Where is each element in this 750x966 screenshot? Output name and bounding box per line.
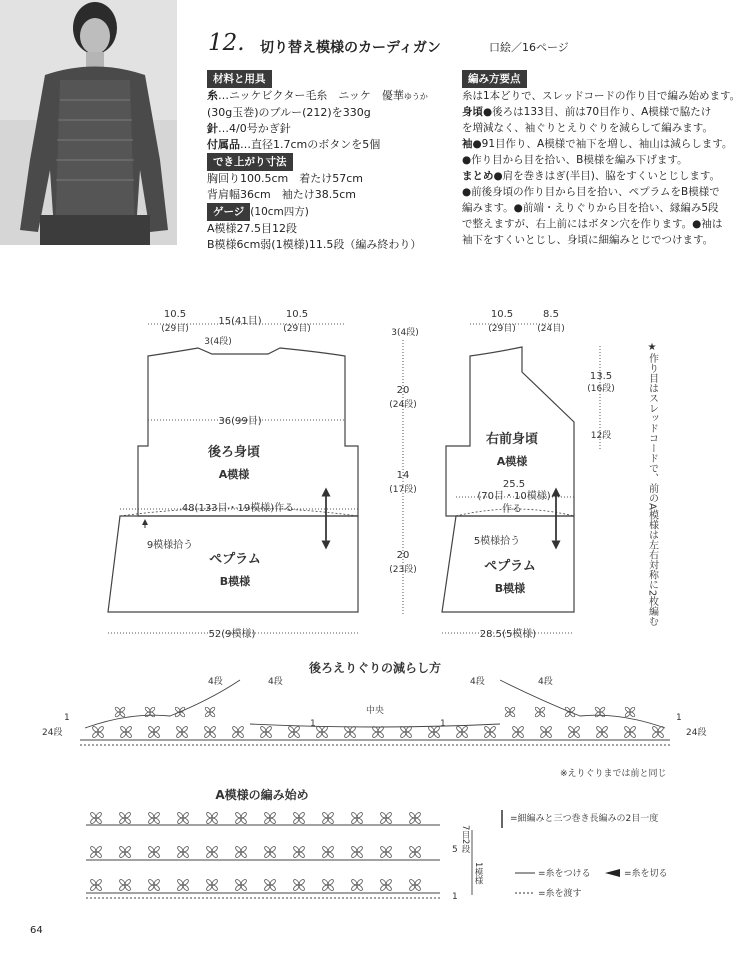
body-label: 身頃 — [462, 106, 483, 118]
neck-note: ※えりぐりまでは前と同じ — [560, 769, 667, 779]
pa-repeat-left: 7目2段 — [460, 825, 470, 853]
accessory-label: 付属品 — [207, 138, 240, 151]
body-line1: ●後ろは133目、前は70目作り、A模様で脇たけ — [483, 106, 712, 118]
neck-left-row4: 4段 — [208, 677, 223, 687]
points-intro: 糸は1本どりで、スレッドコードの作り目で編み始めます。 — [462, 90, 741, 102]
front-cast-on3: 作る — [502, 504, 522, 515]
finish-line2: ●前後身頃の作り目から目を拾い、ペプラムをB模様で — [462, 186, 720, 198]
front-peplum-pattern: B模様 — [494, 582, 526, 595]
neck-row24-left: 24段 — [42, 728, 63, 738]
back-peplum-pattern: B模様 — [219, 575, 251, 588]
pattern-title: 切り替え模様のカーディガン — [260, 40, 441, 56]
back-top-mid: 15(41目) — [218, 316, 262, 327]
v-armhole-rows: (24段) — [389, 400, 417, 410]
v-neck: 3(4段) — [391, 328, 419, 338]
neck-row24-right: 24段 — [686, 728, 707, 738]
front-pick: 5模様拾う — [473, 536, 521, 547]
yarn-line2: (30g玉巻)のブルー(212)を330g — [207, 106, 371, 119]
v-side: 14 — [396, 470, 410, 481]
neckline-chart — [42, 660, 706, 779]
neck-row1-mid2: 1 — [440, 719, 446, 729]
needle-text: …4/0号かぎ針 — [218, 122, 291, 135]
yarn-ruby: ゆうか — [403, 92, 428, 101]
schematic-diagrams — [0, 290, 750, 950]
v-armhole: 20 — [396, 385, 410, 396]
neck-left-row4b: 4段 — [268, 677, 283, 687]
back-body-diagram — [108, 309, 358, 640]
materials-heading: 材料と用具 — [207, 70, 272, 88]
front-peplum: ペプラム — [484, 559, 536, 574]
needle-label: 針 — [207, 122, 218, 135]
v-side-rows: (17段) — [389, 485, 417, 495]
front-top-left-st: (29目) — [488, 324, 516, 334]
front-top-left: 10.5 — [490, 309, 514, 320]
front-side1: 13.5 — [589, 371, 613, 382]
front-cast-on2: (70目・10模様) — [477, 491, 551, 502]
page-reference: 口絵／16ページ — [489, 41, 569, 54]
back-top-right: 10.5 — [285, 309, 309, 320]
points-heading: 編み方要点 — [462, 70, 527, 88]
front-side1-rows: (16段) — [587, 384, 615, 394]
sleeve-line1: ●91目作り、A模様で袖下を増し、袖山は減らします。 — [472, 138, 733, 150]
v-peplum-rows: (23段) — [389, 565, 417, 575]
pattern-a-chart — [86, 787, 483, 902]
gauge-note: (10cm四方) — [250, 206, 309, 218]
legend-join: =糸をつける — [538, 869, 591, 879]
legend — [502, 810, 668, 899]
front-body-diagram — [442, 309, 615, 640]
body-line2: を増減なく、袖ぐりとえりぐりを減らして編みます。 — [462, 122, 713, 134]
instructions-section — [462, 70, 747, 248]
sleeve-label: 袖 — [462, 138, 473, 150]
legend-cut: =糸を切る — [624, 869, 668, 879]
back-bottom: 52(9模様) — [208, 629, 256, 640]
pa-row1: 1 — [452, 892, 458, 902]
sleeve-line2: ●作り目から目を拾い、B模様を編み下げます。 — [462, 154, 688, 166]
finish-line1: ●肩を巻きはぎ(半目)、脇をすくいとじします。 — [493, 170, 721, 182]
model-photo — [0, 0, 177, 245]
back-peplum: ペプラム — [209, 552, 261, 567]
vertical-measure — [389, 327, 418, 616]
back-pick: 9模様拾う — [146, 540, 194, 551]
front-top-right: 8.5 — [543, 309, 559, 320]
vertical-note: ★作り目はスレッドコードで、前のA模様は左右対称に2枚編む — [646, 342, 658, 627]
pa-repeat-right: 1模様 — [473, 862, 483, 885]
neck-row1-left: 1 — [64, 713, 70, 723]
pattern-a-title: A模様の編み始め — [215, 788, 309, 802]
finish-line5: 袖下をすくいとじし、身頃に細編みとじでつけます。 — [462, 234, 714, 246]
back-label: 後ろ身頃 — [207, 445, 261, 460]
yarn-text: …ニッケビクター毛糸 ニッケ 優華 — [218, 89, 404, 102]
size-line2: 背肩幅36cm 袖たけ38.5cm — [207, 188, 357, 201]
front-top-right-st: (24目) — [537, 324, 565, 334]
front-pattern: A模様 — [496, 455, 528, 468]
neck-right-row4b: 4段 — [538, 677, 553, 687]
pa-row5: 5 — [452, 845, 458, 855]
neck-right-row4: 4段 — [470, 677, 485, 687]
page-number: 64 — [30, 925, 43, 936]
finish-line4: で整えますが、右上前にはボタン穴を作ります。●袖は — [462, 218, 723, 230]
back-top-right-st: (29目) — [283, 324, 311, 334]
materials-section — [207, 70, 452, 253]
size-heading: でき上がり寸法 — [207, 153, 293, 171]
back-top-left-st: (29目) — [161, 324, 189, 334]
front-label: 右前身頃 — [485, 432, 539, 447]
back-width: 36(99目) — [218, 416, 262, 427]
front-side2: 12段 — [590, 431, 612, 441]
back-pattern: A模様 — [218, 468, 250, 481]
size-line1: 胸回り100.5cm 着たけ57cm — [207, 172, 364, 185]
legend-carry: =糸を渡す — [538, 889, 582, 899]
front-cast-on: 25.5 — [502, 479, 526, 490]
v-peplum: 20 — [396, 550, 410, 561]
back-top-left: 10.5 — [163, 309, 187, 320]
legend-stitch: =細編みと三つ巻き長編みの2目一度 — [510, 814, 659, 824]
gauge-line1: A模様27.5目12段 — [207, 222, 298, 235]
front-bottom: 28.5(5模様) — [479, 629, 537, 640]
neck-center: 中央 — [365, 706, 385, 716]
gauge-line2: B模様6cm弱(1模様)11.5段（編み終わり） — [207, 238, 422, 251]
yarn-label: 糸 — [207, 89, 218, 102]
neck-row1-right: 1 — [676, 713, 682, 723]
finish-line3: 編みます。●前端・えりぐりから目を拾い、縁編み5段 — [462, 202, 719, 214]
pattern-number: 12. — [208, 30, 245, 56]
neck-row1-mid: 1 — [310, 719, 316, 729]
back-neck: 3(4段) — [204, 337, 232, 347]
gauge-heading: ゲージ — [207, 203, 250, 221]
accessory-text: …直径1.7cmのボタンを5個 — [240, 138, 381, 151]
back-cast-on: 48(133目・19模様)作る — [181, 503, 295, 514]
neckline-title: 後ろえりぐりの減らし方 — [308, 661, 442, 675]
finish-label: まとめ — [462, 170, 494, 182]
